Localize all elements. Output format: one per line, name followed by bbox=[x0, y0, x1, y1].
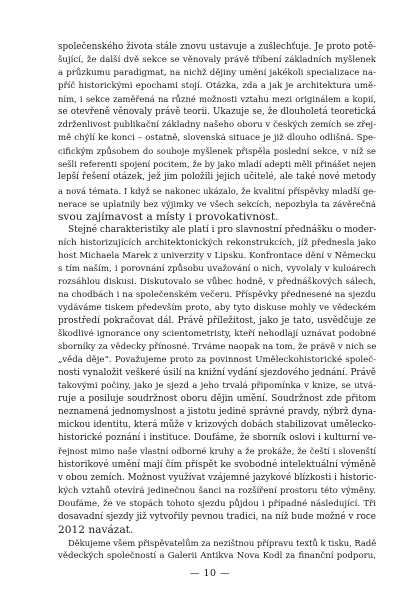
text-line: rozsáhlou diskusi. Diskutovalo se vůbec hodně, v přednáškových sálech, bbox=[58, 276, 376, 287]
text-line: mickou identitu, která může v krizových dobách stabilizovat umělecko- bbox=[58, 420, 376, 431]
text-line: Doufáme, že ve stopách tohoto sjezdu půjdou i případné následující. Tři bbox=[58, 498, 376, 509]
text-line: škodlivé ignorance ony scientometristy, kteří nehodlají uznávat podobné bbox=[58, 329, 376, 340]
text-line: a nová témata. I když se nakonec ukázalo, že kvalitní příspěvky mladší ge- bbox=[58, 185, 376, 196]
text-line: s tím naším, i porovnání způsobu uvažování o nich, vyvolaly v kuloárech bbox=[58, 263, 376, 274]
text-line: v obou zemích. Možnost využívat vzájemné jazykové blízkosti i historic- bbox=[58, 472, 376, 483]
text-line: takovými počiny, jako je sjezd a jeho trvalá připomínka v knize, se utvá- bbox=[58, 381, 376, 392]
text-line: společenského života stále znovu ustavuje a zušlechťuje. Je proto potě- bbox=[58, 42, 376, 52]
page-number: — 10 — bbox=[189, 568, 231, 579]
text-line: lepší řešení otázek, jež jim položili jejich učitelé, ale také nové metody bbox=[58, 172, 376, 183]
text-line: příč historickými epochami stojí. Otázka, zda a jak je architektura umě- bbox=[58, 81, 376, 92]
text-line: a průzkumu paradigmat, na nichž dějiny umění jakékoli specializace na- bbox=[58, 68, 376, 79]
text-line: historikové umění mají čím přispět ke svobodné intelektuální výměně bbox=[58, 459, 376, 470]
text-line: sborníky za vědecky přínosné. Trváme naopak na tom, že právě v nich se bbox=[58, 342, 376, 353]
paragraph-2 bbox=[58, 224, 376, 537]
text-line: nerace se uplatnily bez výjimky ve všech sekcích, nepozbyla ta závěrečná bbox=[58, 198, 376, 209]
text-line: zdrženlivost publikační základny našeho oboru v českých zemích se zřej- bbox=[58, 120, 376, 131]
text-line: se otevřeně věnovaly právě teorii. Ukazuje se, že dlouholetá teoretická bbox=[58, 107, 376, 118]
text-line: 2012 navázat. bbox=[58, 523, 134, 536]
text-line: řejnost mimo naše vlastní odborné kruhy a že prokáže, že čeští i slovenští bbox=[58, 446, 376, 457]
paragraph-1 bbox=[58, 41, 376, 224]
text-line: na chodbách i na společenském večeru. Příspěvky přednesené na sjezdu bbox=[58, 289, 376, 300]
text-line: historické poznání i instituce. Doufáme, že sborník oslovi i kulturní ve- bbox=[58, 433, 376, 444]
text-line: host Michaela Marek z univerzity v Lipsku. Konfrontace dění v Německu bbox=[58, 250, 376, 261]
text-line: Stejné charakteristiky ale platí i pro slavnostní přednášku o moder- bbox=[68, 224, 376, 235]
text-line: svou zajímavost a místy i provokativnost. bbox=[58, 210, 279, 223]
text-line: šující, že další dvě sekce se věnovaly právě tříbení základních myšlenek bbox=[58, 55, 376, 66]
text-line: mě chýlí ke konci – ostatně, slovenská situace je již dlouho odlišná. Spe- bbox=[58, 133, 376, 144]
text-line: ních historizujících architektonických rekonstrukcích, jíž přednesla jako bbox=[58, 237, 376, 248]
text-line: neznamená jednomyslnost a jistotu jediné správné pravdy, nýbrž dyna- bbox=[58, 407, 376, 418]
text-line: Děkujeme všem přispěvatelům za nezištnou přípravu textů k tisku, Radě bbox=[68, 537, 376, 548]
text-line: cifickým způsobem do souboje myšlenek přispěla poslední sekce, v níž se bbox=[58, 146, 376, 157]
text-line: prostředí pokračovat dál. Právě příležitost, jako je tato, usvědčuje ze bbox=[58, 315, 376, 326]
text-line: vědeckých společností a Galerii Antikva Nova Kodl za finanční podporu, bbox=[58, 550, 376, 561]
text-line: sešli referenti spojení pocitem, že by jako mladí adepti měli přinášet nejen bbox=[58, 159, 376, 170]
text-line: nosti vynaložit veškeré úsilí na knižní vydání sjezdového jednání. Právě bbox=[58, 368, 376, 379]
text-line: dosavadní sjezdy již vytvořily pevnou tradici, na níž bude možné v roce bbox=[58, 511, 376, 522]
text-line: ním, i sekce zaměřená na různé možnosti vztahu mezi originálem a kopií, bbox=[58, 94, 376, 105]
text-line: ruje a posiluje soudržnost oboru dějin umění. Soudržnost zde přitom bbox=[58, 394, 376, 405]
paragraph-3 bbox=[58, 537, 376, 563]
text-line: vydáváme tiskem především proto, aby tyto diskuse mohly ve vědeckém bbox=[58, 302, 376, 313]
text-line: „věda děje“. Považujeme proto za povinnost Uměleckohistorické společ- bbox=[58, 355, 376, 366]
text-line: kých vztahů otevírá jedinečnou šanci na rozšíření prostoru této výměny. bbox=[58, 485, 376, 496]
page-body bbox=[58, 41, 376, 581]
